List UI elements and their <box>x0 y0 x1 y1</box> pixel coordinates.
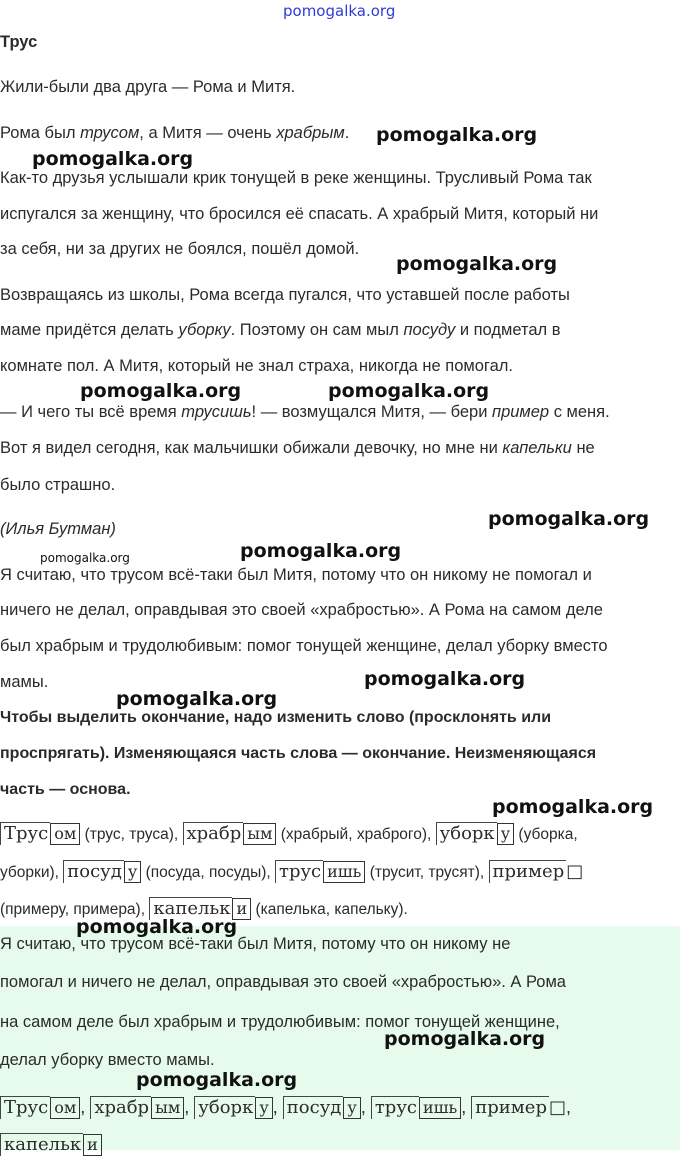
morph-word: трус ишь <box>275 860 365 883</box>
answer-line: Я считаю, что трусом всё-таки был Митя, потому что он никому не <box>0 935 511 953</box>
morph-word: Трус ом <box>0 822 80 845</box>
story-line: Жили-были два друга — Рома и Митя. <box>0 78 296 96</box>
morph-word: капельк и <box>149 897 251 920</box>
opinion-line: Я считаю, что трусом всё-таки был Митя, потому что он никому не помогал и <box>0 566 592 584</box>
answer-line: помогал и ничего не делал, оправдывая это своей «храбростью». А Рома <box>0 973 566 991</box>
morph-word: трус ишь <box>371 1096 461 1119</box>
watermark: pomogalka.org <box>364 668 526 690</box>
morph-line: уборки), посуд у (посуда, посуды), трус ишь (трусит, трусят), пример □ <box>0 861 584 882</box>
morph-word: пример □ <box>471 1096 566 1119</box>
watermark: pomogalka.org <box>116 688 278 710</box>
story-line: комнате пол. А Митя, который не знал страха, никогда не помогал. <box>0 357 513 375</box>
watermark: pomogalka.org <box>376 124 538 146</box>
watermark: pomogalka.org <box>488 508 650 530</box>
morph-word: уборк у <box>436 822 514 845</box>
watermark-top: pomogalka.org <box>283 2 396 20</box>
morph-word: храбр ым <box>183 822 277 845</box>
watermark: pomogalka.org <box>396 253 558 275</box>
morph-line: Трус ом (трус, труса), храбр ым (храбрый, храброго), уборк у (уборка, <box>0 822 578 845</box>
morph-word: Трус ом <box>0 1096 80 1119</box>
opinion-line: мамы. <box>0 673 49 691</box>
answer-line: на самом деле был храбрым и трудолюбивым: помог тонущей женщине, <box>0 1013 560 1031</box>
morph-word: капельк и <box>0 1133 102 1156</box>
story-line: испугался за женщину, что бросился её спасать. А храбрый Митя, который ни <box>0 205 599 223</box>
watermark: pomogalka.org <box>136 1069 298 1091</box>
watermark: pomogalka.org <box>40 551 130 565</box>
watermark: pomogalka.org <box>240 540 402 562</box>
story-line: Как-то друзья услышали крик тонущей в реке женщины. Трусливый Рома так <box>0 169 592 187</box>
watermark: pomogalka.org <box>384 1028 546 1050</box>
watermark: pomogalka.org <box>328 380 490 402</box>
story-line: было страшно. <box>0 476 116 494</box>
story-title: Трус <box>0 33 38 51</box>
story-line: Рома был трусом, а Митя — очень храбрым. <box>0 124 350 142</box>
story-line: — И чего ты всё время трусишь! — возмущался Митя, — бери пример с меня. <box>0 403 610 421</box>
answer-line: делал уборку вместо мамы. <box>0 1051 215 1069</box>
answer-morph-line: Трус ом , храбр ым , уборк у , посуд у , трус ишь , пример □, <box>0 1096 571 1119</box>
rule-line: проспрягать). Изменяющаяся часть слова — окончание. Неизменяющаяся <box>0 745 597 762</box>
morph-word: посуд у <box>283 1096 361 1119</box>
answer-morph-line <box>0 1133 102 1156</box>
story-author: (Илья Бутман) <box>0 520 116 538</box>
story-line: Вот я видел сегодня, как мальчишки обижали девочку, но мне ни капельки не <box>0 439 595 457</box>
morph-word: пример □ <box>489 860 584 883</box>
story-line: за себя, ни за других не боялся, пошёл домой. <box>0 240 360 258</box>
story-line: маме придётся делать уборку. Поэтому он сам мыл посуду и подметал в <box>0 321 561 339</box>
watermark: pomogalka.org <box>32 148 194 170</box>
rule-line: Чтобы выделить окончание, надо изменить слово (просклонять или <box>0 709 552 726</box>
morph-line: (примеру, примера), капельк и (капелька, капельку). <box>0 898 408 919</box>
morph-word: храбр ым <box>90 1096 184 1119</box>
morph-word: уборк у <box>194 1096 272 1119</box>
story-line: Возвращаясь из школы, Рома всегда пугался, что уставшей после работы <box>0 286 570 304</box>
watermark: pomogalka.org <box>80 380 242 402</box>
opinion-line: был храбрым и трудолюбивым: помог тонущей женщине, делал уборку вместо <box>0 637 608 655</box>
morph-word: посуд у <box>63 860 141 883</box>
watermark: pomogalka.org <box>492 796 654 818</box>
rule-line: часть — основа. <box>0 781 131 798</box>
opinion-line: ничего не делал, оправдывая это своей «храбростью». А Рома на самом деле <box>0 601 603 619</box>
watermark: pomogalka.org <box>76 916 238 938</box>
